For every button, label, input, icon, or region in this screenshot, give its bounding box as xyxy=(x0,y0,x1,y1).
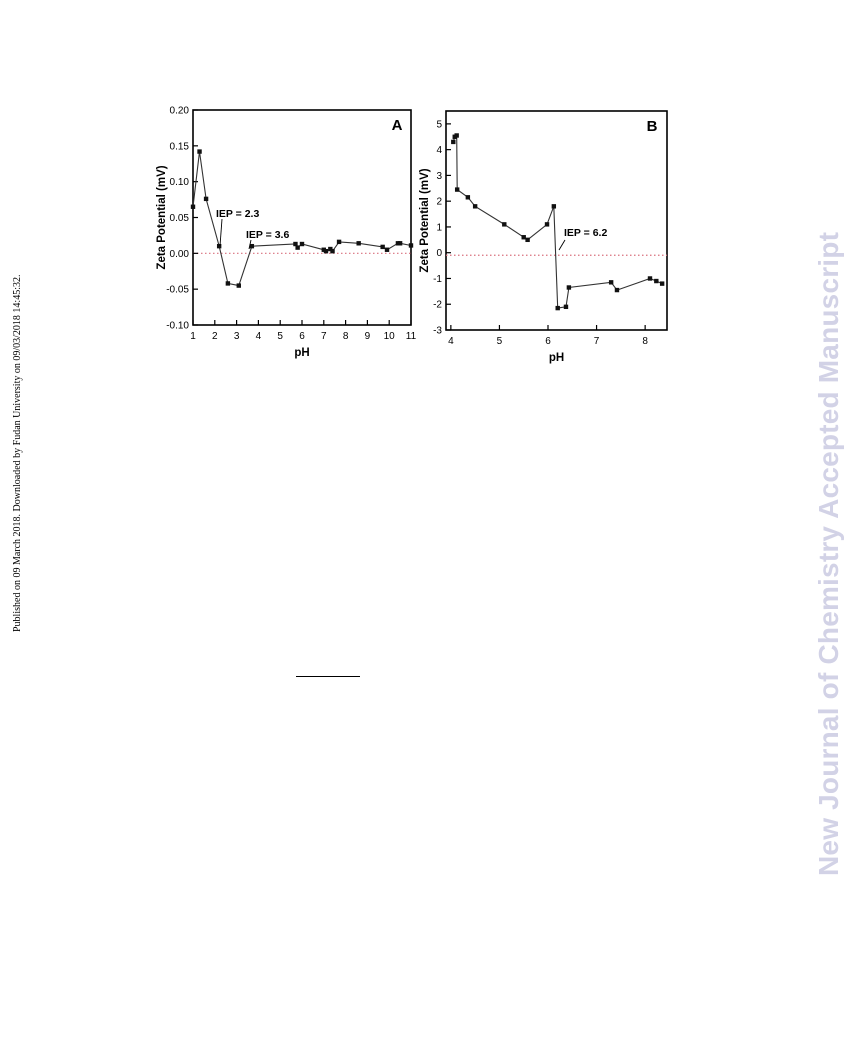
panel-b xyxy=(419,111,667,364)
y-tick-label: 0.20 xyxy=(169,105,189,117)
iep-annotation: IEP = 2.3 xyxy=(216,208,260,220)
data-point xyxy=(466,195,470,199)
x-tick-label: 1 xyxy=(190,331,196,342)
data-point xyxy=(226,281,230,285)
y-tick-label: -2 xyxy=(433,299,442,311)
data-point xyxy=(237,283,241,287)
data-point xyxy=(556,306,560,310)
panel-label: A xyxy=(391,117,403,134)
data-point xyxy=(204,197,208,201)
data-point xyxy=(654,279,658,283)
x-tick-label: 9 xyxy=(364,331,371,342)
data-point xyxy=(191,205,195,209)
x-tick-label: 7 xyxy=(321,331,327,342)
data-point xyxy=(648,276,652,280)
data-point xyxy=(502,222,506,226)
data-point xyxy=(567,285,571,289)
y-axis-label: Zeta Potential (mV) xyxy=(156,165,168,270)
y-tick-label: 4 xyxy=(436,145,442,157)
data-point xyxy=(217,244,221,248)
data-point xyxy=(451,140,455,144)
y-tick-label: 3 xyxy=(436,170,442,182)
x-tick-label: 3 xyxy=(233,331,240,342)
x-tick-label: 5 xyxy=(277,331,283,342)
iep-annotation: IEP = 3.6 xyxy=(246,229,290,241)
data-point xyxy=(660,281,664,285)
x-tick-label: 7 xyxy=(593,336,600,347)
x-tick-label: 6 xyxy=(299,331,305,342)
y-tick-label: -1 xyxy=(433,273,442,285)
x-tick-label: 5 xyxy=(496,336,503,347)
panel-label: B xyxy=(646,118,658,135)
data-point xyxy=(473,204,477,208)
data-point xyxy=(324,249,328,253)
x-tick-label: 8 xyxy=(642,336,648,347)
data-point xyxy=(545,222,549,226)
y-tick-label: -0.10 xyxy=(166,320,189,332)
y-tick-label: 1 xyxy=(436,222,442,234)
x-tick-label: 8 xyxy=(342,331,349,342)
publication-side-note: Published on 09 March 2018. Downloaded by Fudan University on 09/03/2018 14:45:32. xyxy=(12,274,23,632)
y-tick-label: 0.05 xyxy=(169,213,189,224)
x-axis-label: pH xyxy=(294,347,310,359)
plot-frame xyxy=(446,111,667,330)
data-point xyxy=(330,249,334,253)
data-point xyxy=(552,204,556,208)
y-tick-label: 0.10 xyxy=(169,177,189,189)
data-point xyxy=(454,133,458,137)
data-point xyxy=(356,241,360,245)
x-tick-label: 4 xyxy=(255,331,262,342)
y-tick-label: -3 xyxy=(433,325,442,337)
iep-annotation-pointer xyxy=(559,240,565,250)
data-point xyxy=(564,305,568,309)
iep-annotation-pointer xyxy=(220,219,222,246)
horizontal-rule xyxy=(296,676,360,677)
panel-a xyxy=(156,106,417,360)
y-tick-label: -0.05 xyxy=(166,284,189,296)
x-tick-label: 2 xyxy=(212,331,218,342)
data-point xyxy=(197,149,201,153)
y-tick-label: 5 xyxy=(436,119,442,131)
data-point xyxy=(609,280,613,284)
x-tick-label: 6 xyxy=(545,336,551,347)
iep-annotation: IEP = 6.2 xyxy=(564,227,608,239)
y-tick-label: 0 xyxy=(436,248,442,260)
data-point xyxy=(522,235,526,239)
y-tick-label: 0.00 xyxy=(169,248,189,260)
data-point xyxy=(455,187,459,191)
y-tick-label: 0.15 xyxy=(169,141,189,153)
y-tick-label: 2 xyxy=(436,196,442,208)
journal-watermark: New Journal of Chemistry Accepted Manuscript xyxy=(813,231,844,876)
data-point xyxy=(380,245,384,249)
data-point xyxy=(295,245,299,249)
x-tick-label: 4 xyxy=(448,336,454,347)
x-axis-label: pH xyxy=(548,352,565,364)
x-tick-label: 11 xyxy=(405,331,417,342)
data-point xyxy=(409,243,413,247)
x-tick-label: 10 xyxy=(383,331,395,342)
data-point xyxy=(385,248,389,252)
data-point xyxy=(398,241,402,245)
data-point xyxy=(300,242,304,246)
data-point xyxy=(615,288,619,292)
series-line xyxy=(453,136,662,309)
data-point xyxy=(525,238,529,242)
y-axis-label: Zeta Potential (mV) xyxy=(419,168,431,273)
data-point xyxy=(337,240,341,244)
